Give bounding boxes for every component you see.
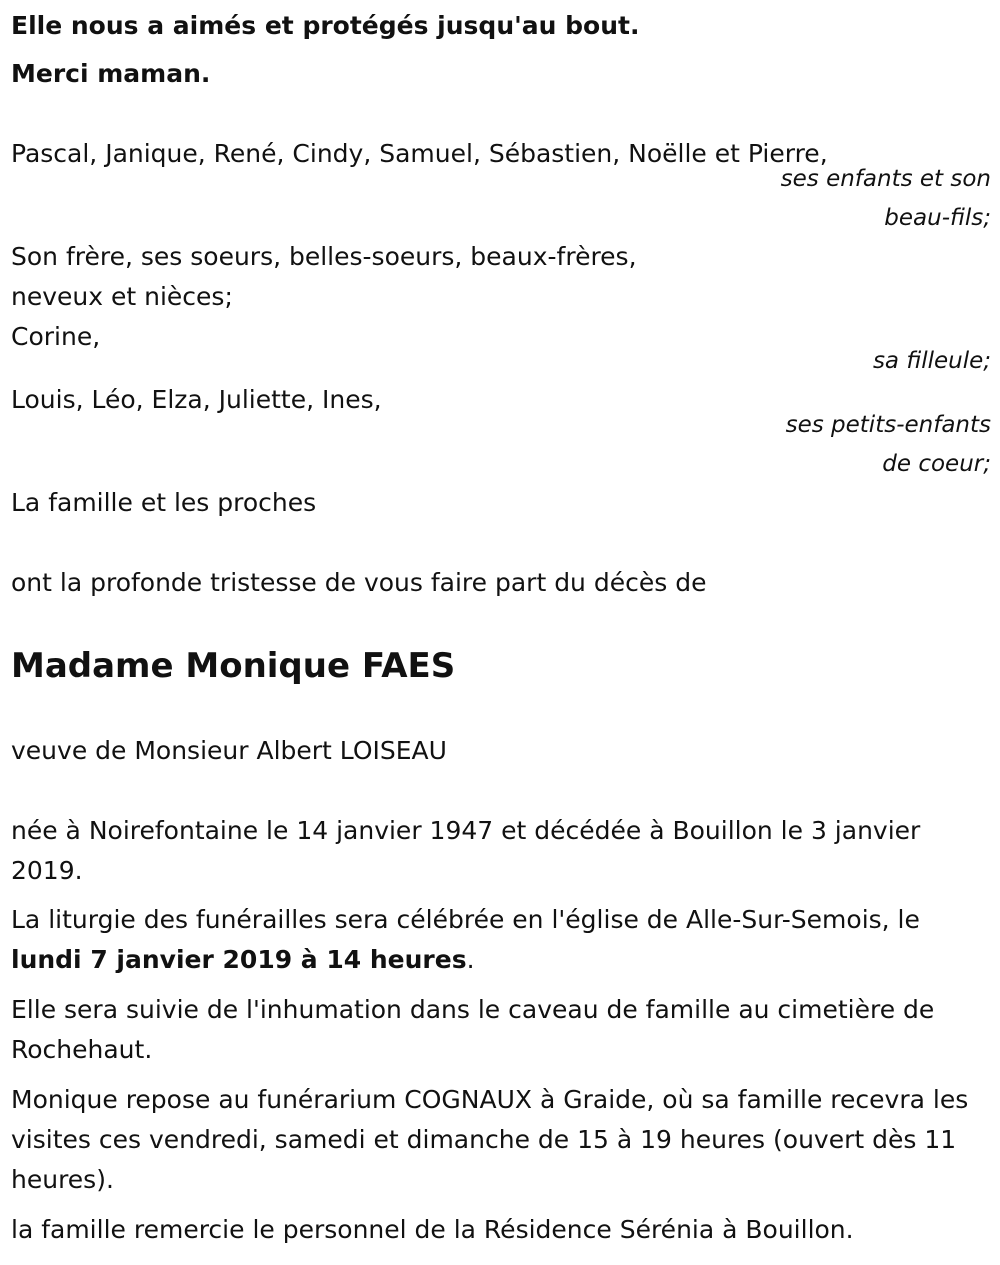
liturgy-end: .: [466, 945, 475, 974]
visitation: Monique repose au funérarium COGNAUX à Graide, où sa famille recevra les visites ces vendredi, samedi et dimanche de 15 à 19 heures (ouvert dès 11 heures).: [11, 1085, 969, 1194]
birth-death: née à Noirefontaine le 14 janvier 1947 et décédée à Bouillon le 3 janvier 2019.: [11, 816, 921, 885]
deceased-name: Madame Monique FAES: [11, 646, 456, 686]
relatives: La famille et les proches: [11, 488, 317, 517]
goddaughter-role: sa filleule;: [872, 348, 991, 374]
children-role-1: ses enfants et son: [780, 166, 991, 192]
goddaughter-name: Corine,: [11, 322, 101, 351]
widow-of: veuve de Monsieur Albert LOISEAU: [11, 736, 447, 765]
burial: Elle sera suivie de l'inhumation dans le caveau de famille au cimetière de Rochehaut.: [11, 995, 935, 1064]
liturgy-text: La liturgie des funérailles sera célébrée en l'église de Alle-Sur-Semois, le: [11, 905, 920, 934]
thanks: la famille remercie le personnel de la Résidence Sérénia à Bouillon.: [11, 1215, 854, 1244]
grandchildren-role-1: ses petits-enfants: [785, 412, 991, 438]
siblings-line-2: neveux et nièces;: [11, 282, 233, 311]
grandchildren-role-2: de coeur;: [882, 451, 991, 477]
siblings-line-1: Son frère, ses soeurs, belles-soeurs, beaux-frères,: [11, 242, 637, 271]
liturgy: [11, 900, 991, 980]
epitaph-line-2: Merci maman.: [11, 59, 211, 88]
grandchildren-names: Louis, Léo, Elza, Juliette, Ines,: [11, 385, 382, 414]
liturgy-date: lundi 7 janvier 2019 à 14 heures: [11, 945, 467, 974]
epitaph-line-1: Elle nous a aimés et protégés jusqu'au bout.: [11, 11, 640, 40]
announcement: ont la profonde tristesse de vous faire part du décès de: [11, 568, 707, 597]
children-role-2: beau-fils;: [884, 205, 991, 231]
children-names: Pascal, Janique, René, Cindy, Samuel, Sébastien, Noëlle et Pierre,: [11, 139, 828, 168]
